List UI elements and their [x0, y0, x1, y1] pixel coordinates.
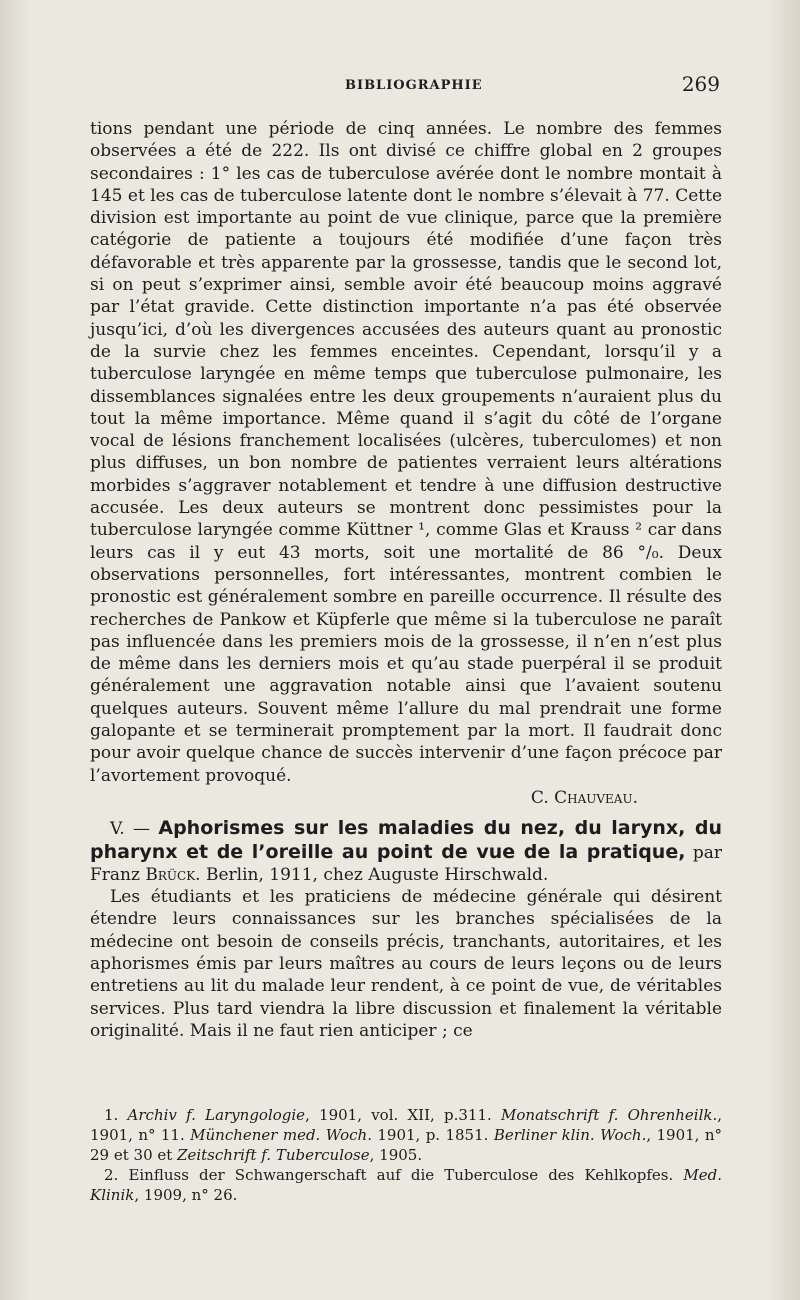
- citation-title: Med. Klinik: [90, 1166, 722, 1204]
- citation-detail: , 1909, n° 26.: [134, 1186, 238, 1204]
- section-title: Aphorismes sur les maladies du nez, du larynx, du pharynx et de l’oreille au point de vue de la pratique,: [90, 817, 722, 863]
- citation-detail: , 1901, n° 29 et 30 et: [90, 1126, 722, 1164]
- section-author: Brück: [145, 864, 196, 885]
- footnote-1: [90, 1105, 722, 1165]
- page-header: [90, 72, 720, 100]
- citation-detail: Einfluss der Schwangerschaft auf die Tuberculose des Kehlkopfes.: [128, 1166, 684, 1184]
- footnote-number: 1.: [104, 1106, 119, 1124]
- footnote-2: [90, 1165, 722, 1205]
- citation-detail: , 1905.: [369, 1146, 423, 1164]
- page-number: 269: [681, 72, 720, 96]
- citation-title: Münchener med. Woch.: [190, 1126, 372, 1144]
- footnotes: [90, 1105, 722, 1205]
- body-text: [90, 118, 722, 1042]
- citation-detail: , 1901, n° 11.: [90, 1106, 723, 1144]
- citation-detail: 1901, p. 1851.: [371, 1126, 494, 1144]
- section-author-prefix: par Franz: [90, 842, 722, 885]
- section-publication: . Berlin, 1911, chez Auguste Hirschwald.: [195, 864, 549, 885]
- citation-title: Archiv f. Laryngologie: [127, 1106, 306, 1124]
- footnote-number: 2.: [104, 1166, 119, 1184]
- citation-title: Monatschrift f. Ohrenheilk.: [501, 1106, 718, 1124]
- section-number: V. —: [110, 819, 151, 840]
- review-signature: C. Chauveau.: [530, 787, 638, 808]
- citation-title: Berliner klin. Woch.: [493, 1126, 647, 1144]
- intro-paragraph: Les étudiants et les praticiens de médecine générale qui désirent étendre leurs connaissances sur les branches spécialisées de la médecine ont besoin de conseils précis, tranchants, autoritaires, et les aphorismes émis par leurs maîtres au cours de leurs leçons ou de leurs entretiens au lit du malade leur rendent, à ce point de vue, de véritables services. Plus tard viendra la libre discussion et finalement la véritable originalité. Mais il ne faut rien anticiper ; ce: [90, 887, 722, 1041]
- citation-detail: , 1901, vol. XII, p.311.: [305, 1106, 502, 1124]
- section-heading: [90, 817, 722, 886]
- citation-title: Zeitschrift f. Tuberculose: [177, 1146, 370, 1164]
- running-head: BIBLIOGRAPHIE: [345, 78, 483, 93]
- review-paragraph: tions pendant une période de cinq années. Le nombre des femmes observées a été de 222. Ils ont divisé ce chiffre global en 2 groupes secondaires : 1° les cas de tuberculose avérée dont le nombre montait à 145 et les cas de tuberculose latente dont le nombre s’élevait à 77. Cette division est importante au point de vue clinique, parce que la première catégorie de patiente a toujours été modifiée d’une façon très défavorable et très apparente par la grossesse, tandis que le second lot, si on peut s’exprimer ainsi, semble avoir été beaucoup moins aggravé par l’état gravide. Cette distinction importante n’a pas été observée jusqu’ici, d’où les divergences accusées des auteurs quant au pronostic de la survie chez les femmes enceintes. Cependant, lorsqu’il y a tuberculose laryngée en même temps que tuberculose pulmonaire, les dissemblances signalées entre les deux groupements n’auraient plus du tout la même importance. Même quand il s’agit du côté de l’organe vocal de lésions franchement localisées (ulcères, tuberculomes) et non plus diffuses, un bon nombre de patientes verraient leurs altérations morbides s’aggraver notablement et tendre à une diffusion destructive accusée. Les deux auteurs se montrent donc pessimistes pour la tuberculose laryngée comme Küttner ¹, comme Glas et Krauss ² car dans leurs cas il y eut 43 morts, soit une mortalité de 86 °/₀. Deux observations personnelles, fort intéressantes, montrent combien le pronostic est généralement sombre en pareille occurrence. Il résulte des recherches de Pankow et Küpferle que même si la tuberculose ne paraît pas influencée dans les premiers mois de la grossesse, il n’en n’est plus de même dans les derniers mois et qu’au stade puerpéral il se produit généralement une aggravation notable ainsi que l’avaient soutenu quelques auteurs. Souvent même l’allure du mal prendrait une forme galopante et se terminerait promptement par la mort. Il faudrait donc pour avoir quelque chance de succès intervenir d’une façon précoce par l’avortement provoqué.: [90, 119, 722, 786]
